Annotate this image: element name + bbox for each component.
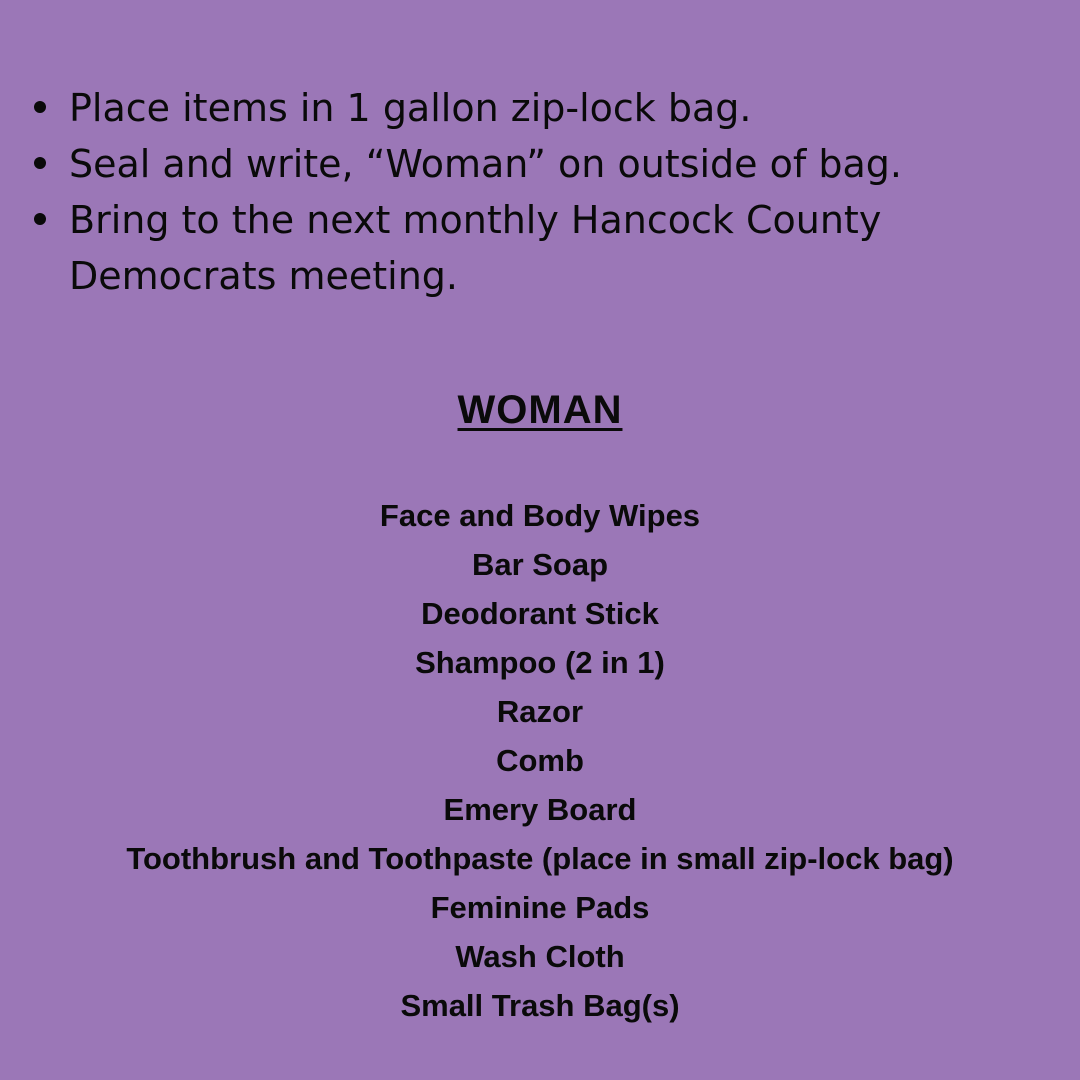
bullet-icon <box>34 101 46 113</box>
supply-item: Wash Cloth <box>455 939 625 974</box>
instruction-list <box>30 80 1030 304</box>
supply-item: Feminine Pads <box>430 890 650 925</box>
instruction-text: Place items in 1 gallon zip-lock bag. <box>69 86 752 130</box>
supply-item: Comb <box>496 743 584 778</box>
bullet-icon <box>34 157 46 169</box>
instruction-text: Bring to the next monthly Hancock County Democrats meeting. <box>69 198 882 298</box>
supply-item: Shampoo (2 in 1) <box>415 645 665 680</box>
supply-item: Toothbrush and Toothpaste (place in small zip-lock bag) <box>126 841 954 876</box>
bullet-icon <box>34 213 46 225</box>
supply-item: Deodorant Stick <box>421 596 659 631</box>
supply-item: Razor <box>496 694 584 729</box>
instruction-item <box>30 192 1030 304</box>
supply-item: Small Trash Bag(s) <box>400 988 680 1023</box>
supply-list <box>0 491 1080 1030</box>
supply-item: Face and Body Wipes <box>379 498 701 533</box>
instruction-item <box>30 80 1030 136</box>
supply-item: Bar Soap <box>471 547 609 582</box>
instruction-text: Seal and write, “Woman” on outside of bag. <box>69 142 902 186</box>
instruction-item <box>30 136 1030 192</box>
supply-item: Emery Board <box>443 792 637 827</box>
section-heading-text: WOMAN <box>457 388 623 432</box>
section-heading <box>0 384 1080 436</box>
